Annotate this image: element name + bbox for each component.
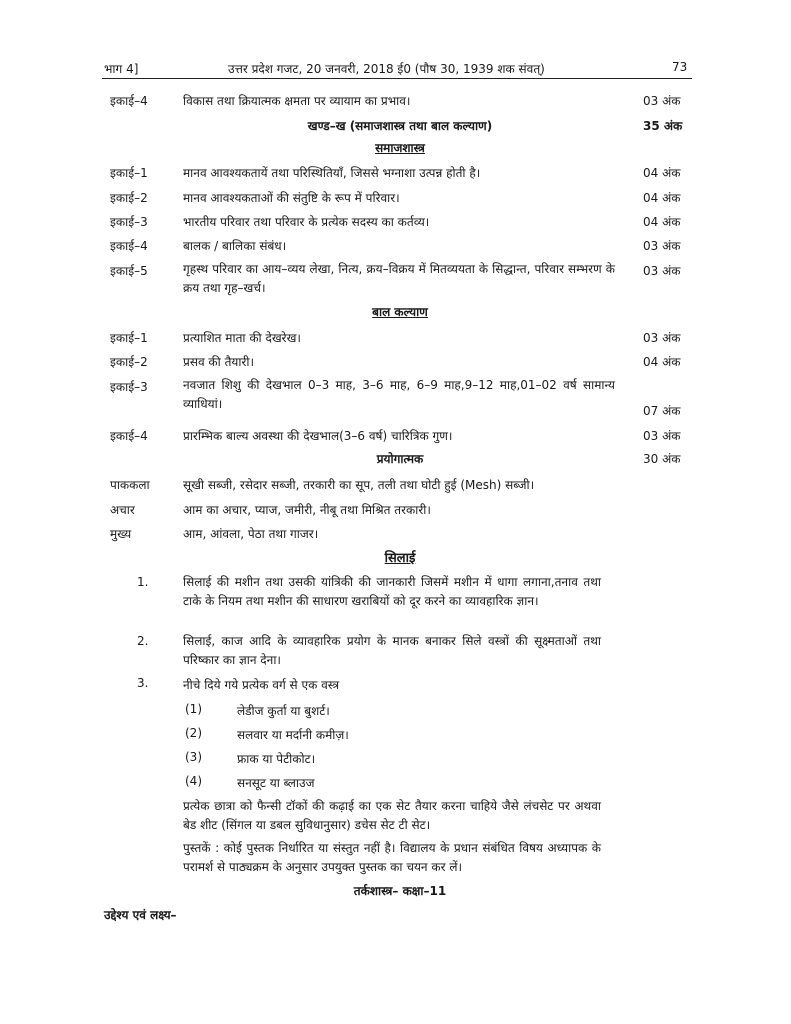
unit-text: प्रसव की तैयारी। [183,355,255,369]
practical-marks: 30 अंक [643,452,681,466]
header-part-label: भाग 4] [104,62,139,76]
list-number: 2. [137,634,149,648]
list-item-text: सिलाई की मशीन तथा उसकी यांत्रिकी की जानकारी जिसमें मशीन में धागा लगाना,तनाव तथा टाके के नियम तथा मशीन की साधारण खराबियों को दूर करने का व्यावहारिक ज्ञान। [183,575,601,608]
unit-marks: 03 अंक [643,429,681,443]
unit-label: इकाई–3 [110,215,148,229]
practical-text: सूखी सब्जी, रसेदार सब्जी, तरकारी का सूप, तली तथा घोटी हुई (Mesh) सब्जी। [183,478,535,492]
sub-item-text: लेडीज कुर्ता या बुशर्ट। [237,704,330,718]
unit-label: इकाई–4 [110,239,148,253]
list-number: 1. [137,575,149,589]
list-item-text: सिलाई, काज आदि के व्यावहारिक प्रयोग के मानक बनाकर सिले वस्त्रों की सूक्ष्मताओं तथा परिष्कार का ज्ञान देना। [183,634,601,667]
list-item-text: नीचे दिये गये प्रत्येक वर्ग से एक वस्त्र [183,678,340,692]
practical-text: आम का अचार, प्याज, जमीरी, नीबू तथा मिश्रित तरकारी। [183,503,431,517]
logic-title: तर्कशास्त्र– कक्षा–11 [353,884,447,898]
unit-marks: 03 अंक [643,264,681,278]
sewing-title: सिलाई [384,551,416,566]
sociology-title: समाजशास्त्र [375,141,425,155]
header-gazette-title: उत्तर प्रदेश गजट, 20 जनवरी, 2018 ई0 (पौष 30, 1939 शक संवत्) [228,62,545,76]
unit-label: इकाई–5 [110,264,148,278]
sub-number: (2) [185,726,202,740]
unit-marks: 03 अंक [643,331,681,345]
section-b-marks: 35 अंक [643,119,683,133]
page-number: 73 [672,60,688,74]
unit-text: मानव आवश्यकताओं की संतुष्टि के रूप में परिवार। [183,191,400,205]
unit-text: नवजात शिशु की देखभाल 0–3 माह, 3–6 माह, 6–9 माह,9–12 माह,01–02 वर्ष सामान्य व्याधियां। [183,378,615,411]
unit-text: भारतीय परिवार तथा परिवार के प्रत्येक सदस्य का कर्तव्य। [183,215,430,229]
sub-number: (1) [185,702,202,716]
sub-number: (4) [185,774,202,788]
objectives-title: उद्देश्य एवं लक्ष्य– [104,908,177,922]
unit-marks: 04 अंक [643,166,681,180]
unit-label: इकाई–2 [110,355,148,369]
unit-label: इकाई–1 [110,166,148,180]
section-b-title: खण्ड–ख (समाजशास्त्र तथा बाल कल्याण) [307,119,493,133]
unit-marks: 03 अंक [643,239,681,253]
books-paragraph: पुस्तकें : कोई पुस्तक निर्धारित या संस्तुत नहीं है। विद्यालय के प्रधान संबंधित विषय अध्यापक के परामर्श से पाठ्यक्रम के अनुसार उपयुक्त पुस्तक का चयन कर लें। [183,841,601,874]
unit-marks: 03 अंक [643,94,681,108]
unit-text: बालक / बालिका संबंध। [183,239,287,253]
unit-label: इकाई–3 [110,380,148,394]
unit-marks: 04 अंक [643,355,681,369]
unit-marks: 04 अंक [643,191,681,205]
practical-title: प्रयोगात्मक [376,452,424,466]
unit-label: इकाई–2 [110,191,148,205]
unit-label: इकाई–1 [110,331,148,345]
practical-text: आम, आंवला, पेठा तथा गाजर। [183,527,319,541]
list-number: 3. [137,676,149,690]
unit-text: विकास तथा क्रियात्मक क्षमता पर व्यायाम का प्रभाव। [183,94,411,108]
sub-number: (3) [185,750,202,764]
sub-item-text: सलवार या मर्दानी कमीज़। [237,728,349,742]
unit-label: इकाई–4 [110,94,148,108]
unit-text: प्रत्याशित माता की देखरेख। [183,331,301,345]
header-rule [102,78,692,79]
practical-label: पाककला [110,478,150,492]
unit-label: इकाई–4 [110,429,148,443]
unit-marks: 04 अंक [643,215,681,229]
unit-text: प्रारम्भिक बाल्य अवस्था की देखभाल(3–6 वर्ष) चारित्रिक गुण। [183,429,453,443]
practical-label: अचार [110,503,135,517]
sub-item-text: सनसूट या ब्लाउज [237,776,315,790]
sub-item-text: फ्राक या पेटीकोट। [237,752,316,766]
sewing-paragraph: प्रत्येक छात्रा को फैन्सी टॉकों की कढ़ाई का एक सेट तैयार करना चाहिये जैसे लंचसेट पर अथवा बेड शीट (सिंगल या डबल सुविधानुसार) डचेस सेट टी सेट। [183,799,601,832]
practical-label: मुख्य [110,527,132,541]
unit-marks: 07 अंक [643,404,681,418]
unit-text: मानव आवश्यकतायें तथा परिस्थितियाँ, जिससे भग्नाशा उत्पन्न होती है। [183,166,481,180]
child-welfare-title: बाल कल्याण [372,305,428,319]
unit-text: गृहस्थ परिवार का आय–व्यय लेखा, नित्य, क्रय–विक्रय में मितव्ययता के सिद्धान्त, परिवार सम्भरण के क्रय तथा गृह–खर्च। [183,262,615,295]
